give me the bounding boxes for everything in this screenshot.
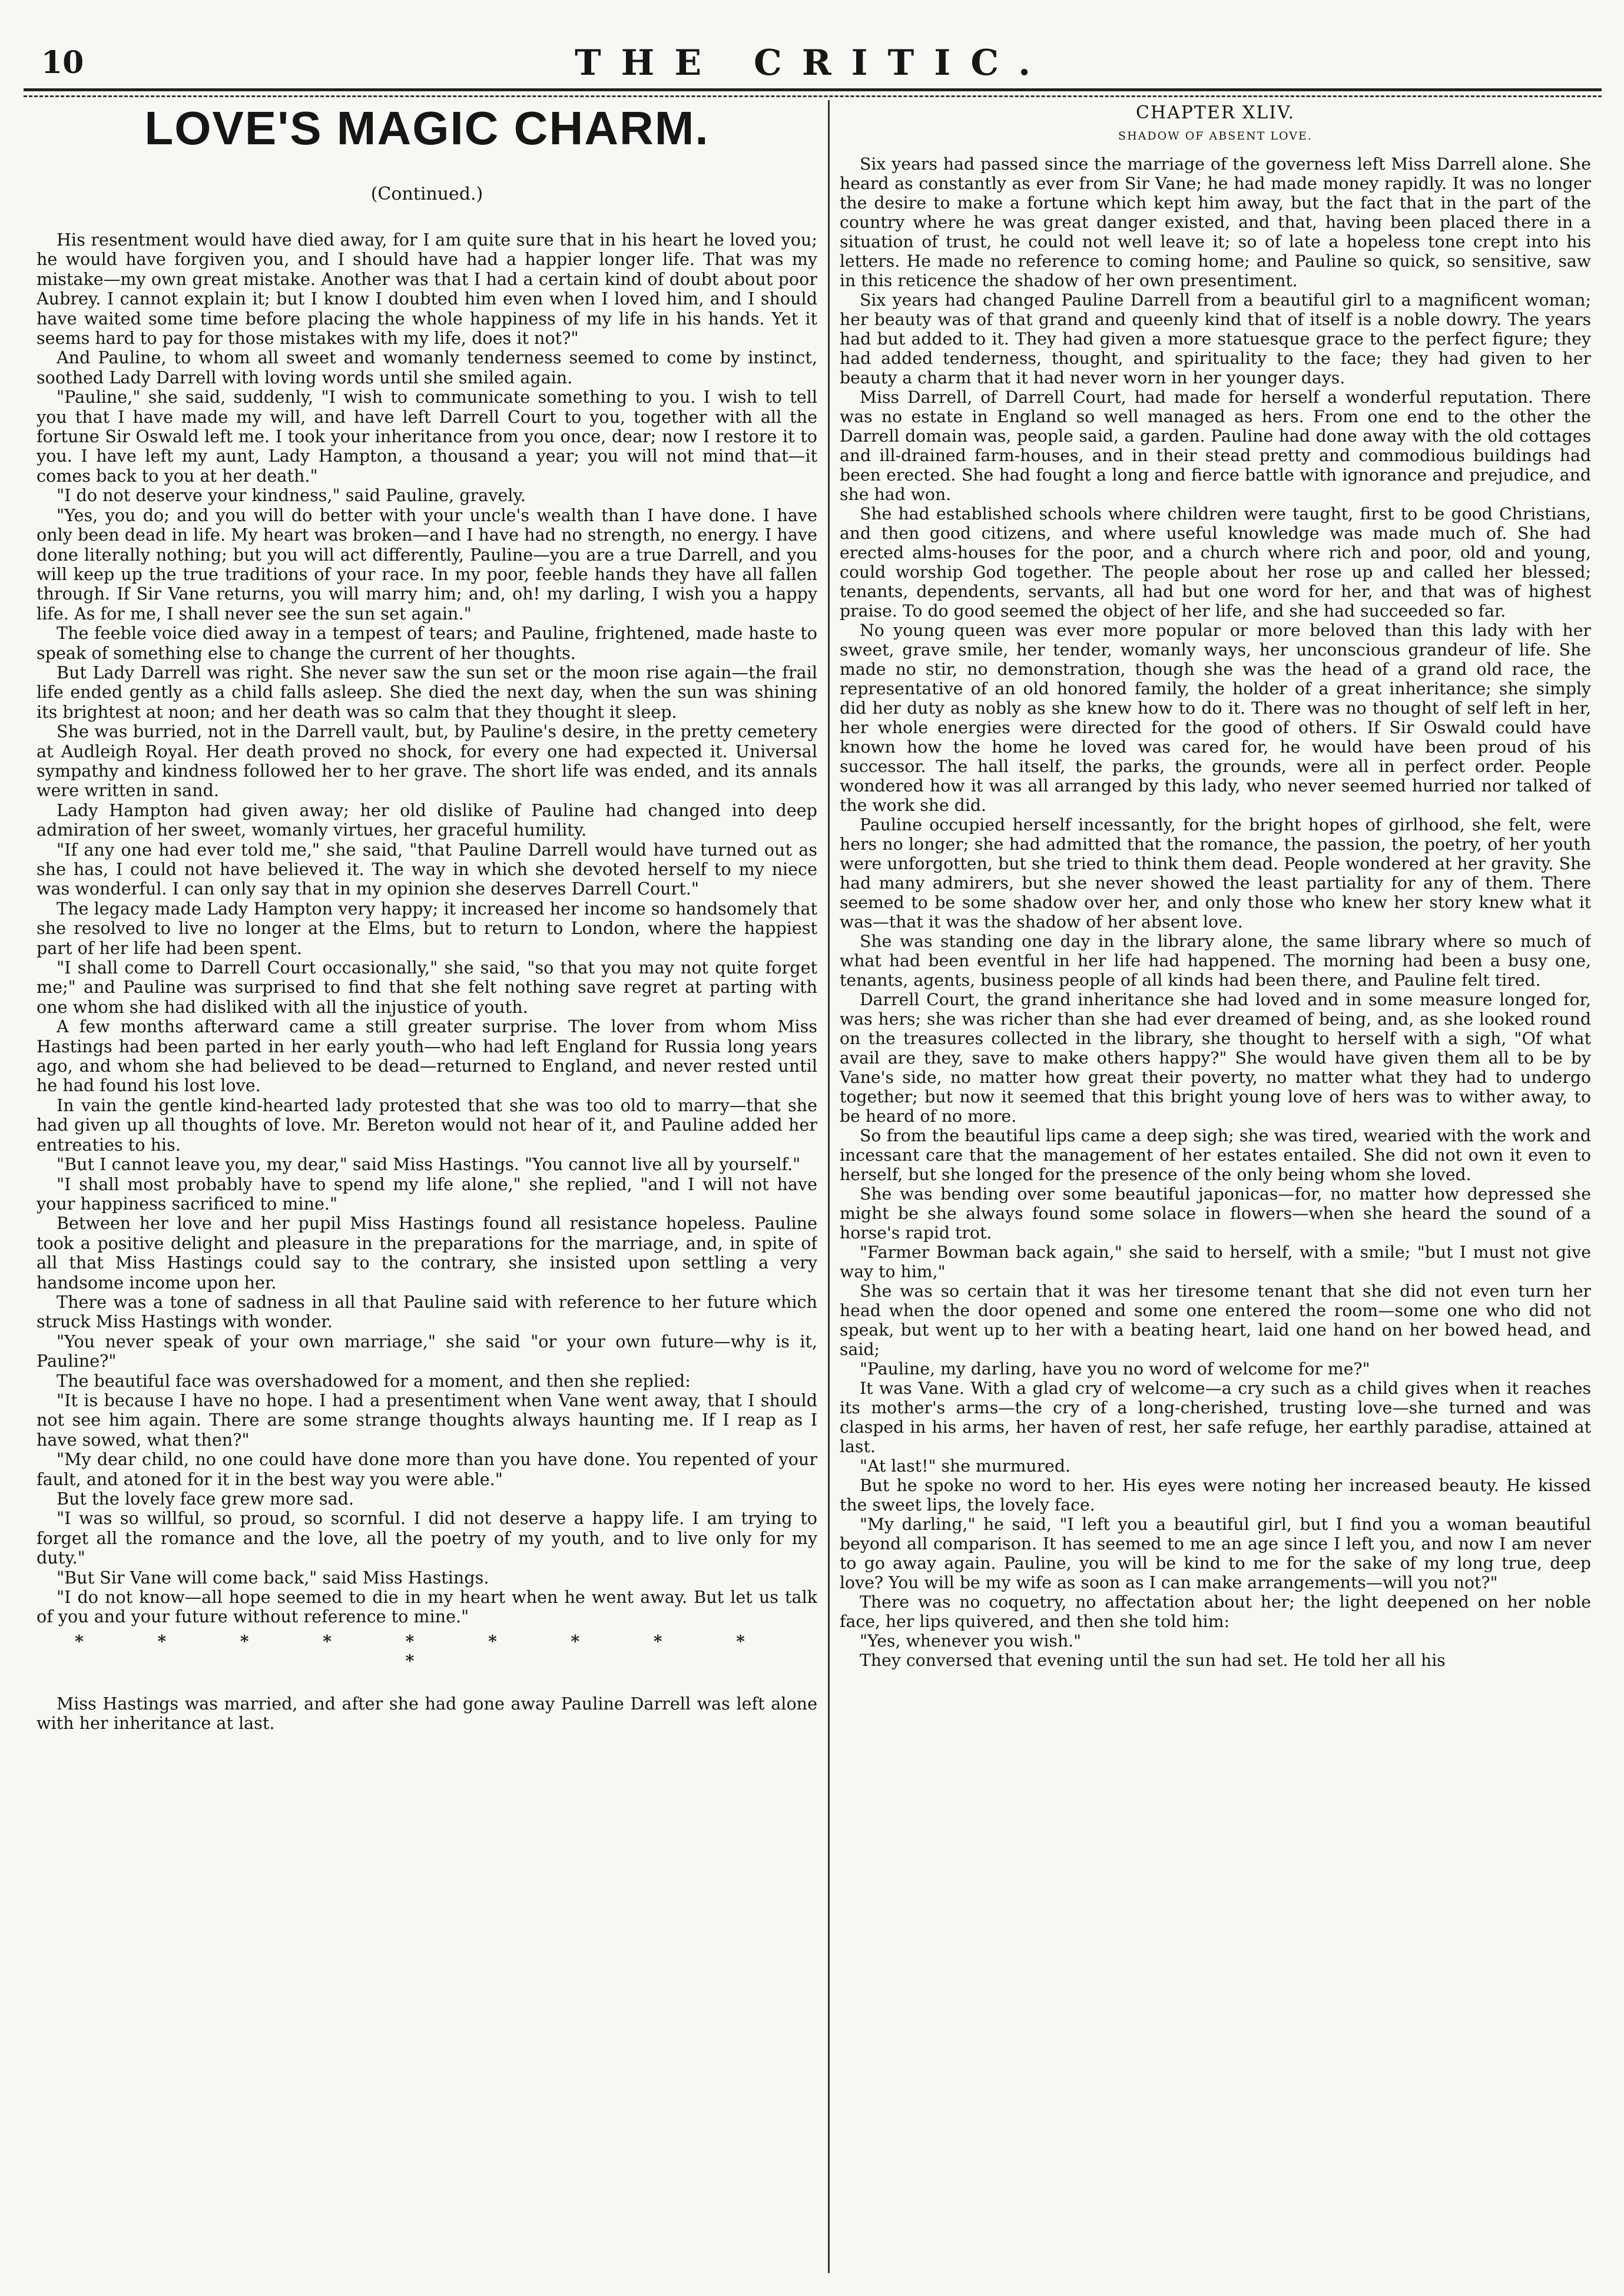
story-subtitle: (Continued.) <box>370 184 483 204</box>
paragraph: "I shall come to Darrell Court occasionally," she said, "so that you may not quite forget me;" and Pauline was surprised to find that she felt nothing save regret at parting with one whom she had disliked with all the injustice of youth. <box>37 958 817 1017</box>
paragraph: "Yes, you do; and you will do better with your uncle's wealth than I have done. I have only been dead in life. My heart was broken—and I have had no strength, no energy. I have done literally nothing; but you will act differently, Pauline—you are a true Darrell, and you will keep up the true traditions of your race. In my poor, feeble hands they have all fallen through. If Sir Vane returns, you will marry him; and, oh! my darling, I wish you a happy life. As for me, I shall never see the sun set again." <box>37 505 817 624</box>
paragraph: Miss Darrell, of Darrell Court, had made for herself a wonderful reputation. There was no estate in England so well managed as hers. From one end to the other the Darrell domain was, people said, a garden. Pauline had done away with the old cottages and ill-drained farm-houses, and in their stead pretty and commodious buildings had been erected. She had fought a long and fierce battle with ignorance and prejudice, and she had won. <box>840 387 1591 504</box>
paragraph: She was standing one day in the library alone, the same library where so much of what had been eventful in her life had happened. The morning had been a busy one, tenants, agents, business people of all kinds had been there, and Pauline felt tired. <box>840 932 1591 990</box>
paragraph: Miss Hastings was married, and after she had gone away Pauline Darrell was left alone with her inheritance at last. <box>37 1693 817 1734</box>
paragraph: The feeble voice died away in a tempest of tears; and Pauline, frightened, made haste to speak of something else to change the current of her thoughts. <box>37 623 817 663</box>
paragraph: "It is because I have no hope. I had a presentiment when Vane went away, that I should not see him again. There are some strange thoughts always haunting me. If I reap as I have sowed, what then?" <box>37 1390 817 1450</box>
paragraph: "You never speak of your own marriage," she said "or your own future—why is it, Pauline?" <box>37 1331 817 1371</box>
paragraph: "But Sir Vane will come back," said Miss Hastings. <box>57 1567 489 1588</box>
paragraph: A few months afterward came a still greater surprise. The lover from whom Miss Hastings had been parted in her early youth—who had left England for Russia long years ago, and whom she had believed to be dead—returned to England, and never rested until he had found his lost love. <box>37 1016 817 1096</box>
paragraph: And Pauline, to whom all sweet and womanly tenderness seemed to come by instinct, soothed Lady Darrell with loving words until she smiled again. <box>37 347 817 387</box>
paragraph: She was bending over some beautiful japonicas—for, no matter how depressed she might be she always found some solace in flowers—when she heard the sound of a horse's rapid trot. <box>840 1184 1591 1243</box>
paragraph: There was a tone of sadness in all that Pauline said with reference to her future which struck Miss Hastings with wonder. <box>37 1291 817 1332</box>
paragraph: "Pauline," she said, suddenly, "I wish to communicate something to you. I wish to tell you that I have made my will, and have left Darrell Court to you, together with all the fortune Sir Oswald left me. I took your inheritance from you once, dear; now I restore it to you. I have left my aunt, Lady Hampton, a thousand a year; you will not mind that—it comes back to you at her death." <box>37 387 817 486</box>
header-dashed-rule <box>24 95 1602 97</box>
paragraph: "At last!" she murmured. <box>860 1456 1071 1476</box>
page-header <box>24 16 1602 96</box>
paragraph: But Lady Darrell was right. She never saw the sun set or the moon rise again—the frail life ended gently as a child falls asleep. She died the next day, when the sun was shining its brightest at noon; and her death was so calm that they thought it sleep. <box>37 662 817 722</box>
page-number: 10 <box>41 45 84 81</box>
paragraph: "I was so willful, so proud, so scornful. I did not deserve a happy life. I am trying to forget all the romance and the love, all the poetry of my youth, and to live only for my duty." <box>37 1508 817 1568</box>
chapter-subtitle: SHADOW OF ABSENT LOVE. <box>1118 130 1313 143</box>
paragraph: So from the beautiful lips came a deep sigh; she was tired, wearied with the work and incessant care that the management of her estates entailed. She did not own it even to herself, but she longed for the presence of the only being whom she loved. <box>840 1126 1591 1184</box>
paragraph: She was so certain that it was her tiresome tenant that she did not even turn her head when the door opened and some one entered the room—some one who did not speak, but went up to her with a beating heart, laid one hand on her bowed head, and said; <box>840 1281 1591 1359</box>
paragraph: Darrell Court, the grand inheritance she had loved and in some measure longed for, was hers; she was richer than she had ever dreamed of being, and, as she looked round on the treasures collected in the library, she thought to herself with a sigh, "Of what avail are they, save to make others happy?" She would have given them all to be by Vane's side, no matter how great their poverty, no matter what they had to undergo together; but now it seemed that this bright young love of hers was to wither away, to be heard of no more. <box>840 990 1591 1126</box>
paragraph: Six years had changed Pauline Darrell from a beautiful girl to a magnificent woman; her beauty was of that grand and queenly kind that of itself is a noble dowry. The years had but added to it. They had given a more statuesque grace to the perfect figure; they had added tenderness, thought, and spirituality to the face; they had given to her beauty a charm that it had never worn in her younger days. <box>840 290 1591 387</box>
header-rule <box>24 88 1602 91</box>
paragraph: "Pauline, my darling, have you no word of welcome for me?" <box>860 1359 1370 1379</box>
story-title: LOVE'S MAGIC CHARM. <box>144 102 710 154</box>
paragraph: The legacy made Lady Hampton very happy; it increased her income so handsomely that she resolved to live no longer at the Elms, but to return to London, where the happiest part of her life had been spent. <box>37 898 817 958</box>
left-column <box>37 100 817 2273</box>
paragraph: It was Vane. With a glad cry of welcome—a cry such as a child gives when it reaches its mother's arms—the cry of a long-cherished, trusting love—she turned and was clasped in his arms, her haven of rest, her safe refuge, her earthly paradise, attained at last. <box>840 1379 1591 1456</box>
paragraph: "My dear child, no one could have done more than you have done. You repented of your fault, and atoned for it in the best way you were able." <box>37 1449 817 1489</box>
paragraph: "I shall most probably have to spend my life alone," she replied, "and I will not have your happiness sacrificed to mine." <box>37 1174 817 1214</box>
paragraph: Lady Hampton had given away; her old dislike of Pauline had changed into deep admiration of her sweet, womanly virtues, her graceful humility. <box>37 800 817 840</box>
paragraph: His resentment would have died away, for I am quite sure that in his heart he loved you; he would have forgiven you, and I should have had a happier longer life. That was my mistake—my own great mistake. Another was that I had a certain kind of doubt about poor Aubrey. I cannot explain it; but I know I doubted him even when I loved him, and I should have waited some time before placing the whole happiness of my life in his hands. Yet it seems hard to pay for those mistakes with my life, does it not?" <box>37 230 817 349</box>
paragraph: Pauline occupied herself incessantly, for the bright hopes of girlhood, she felt, were hers no longer; she had admitted that the romance, the passion, the poetry, of her youth were unforgotten, but she tried to think them dead. People wondered at her gravity. She had many admirers, but she never showed the least partiality for any of them. There seemed to be some shadow over her, and only those who knew her story knew what it was—that it was the shadow of her absent love. <box>840 815 1591 932</box>
paragraph: "If any one had ever told me," she said, "that Pauline Darrell would have turned out as she has, I could not have believed it. The way in which she devoted herself to my niece was wonderful. I can only say that in my opinion she deserves Darrell Court." <box>37 839 817 899</box>
paragraph: "I do not deserve your kindness," said Pauline, gravely. <box>57 485 526 506</box>
left-body-before-break <box>37 230 817 1627</box>
paragraph: "Farmer Bowman back again," she said to herself, with a smile; "but I must not give way to him," <box>840 1243 1591 1281</box>
paragraph: "Yes, whenever you wish." <box>860 1631 1082 1651</box>
right-column <box>840 100 1591 2273</box>
left-body-after-break <box>37 1694 817 1734</box>
column-divider <box>828 100 830 2273</box>
paragraph: No young queen was ever more popular or more beloved than this lady with her sweet, grave smile, her tender, womanly ways, her unconscious grandeur of life. She made no stir, no demonstration, though she was the head of a grand old race, the representative of an old honored family, the holder of a great inheritance; she simply did her duty as nobly as she knew how to do it. There was no thought of self left in her, her whole energies were directed for the good of others. If Sir Oswald could have known how the home he loved was cared for, he would have been proud of his successor. The hall itself, the parks, the grounds, were all in perfect order. People wondered how it was all arranged by this lady, who never seemed hurried nor talked of the work she did. <box>840 621 1591 815</box>
right-body <box>840 154 1591 1670</box>
paragraph: In vain the gentle kind-hearted lady protested that she was too old to marry—that she had given up all thoughts of love. Mr. Bereton would not hear of it, and Pauline added her entreaties to his. <box>37 1095 817 1155</box>
paragraph: "But I cannot leave you, my dear," said Miss Hastings. "You cannot live all by yourself." <box>57 1154 801 1175</box>
paragraph: "My darling," he said, "I left you a beautiful girl, but I find you a woman beautiful beyond all comparison. It has seemed to me an age since I left you, and now I am never to go away again. Pauline, you will be kind to me for the sake of my long true, deep love? You will be my wife as soon as I can make arrangements—will you not?" <box>840 1515 1591 1592</box>
paragraph: She had established schools where children were taught, first to be good Christians, and then good citizens, and where useful knowledge was made much of. She had erected alms-houses for the poor, and a church where rich and poor, old and young, could worship God together. The people about her rose up and called her blessed; tenants, dependents, servants, all had but one word for her, and that was of highest praise. To do good seemed the object of her life, and she had succeeded so far. <box>840 504 1591 621</box>
paragraph: There was no coquetry, no affectation about her; the light deepened on her noble face, her lips quivered, and then she told him: <box>840 1592 1591 1631</box>
section-break: * * * * * * * * * * <box>75 1631 779 1671</box>
paragraph: Between her love and her pupil Miss Hastings found all resistance hopeless. Pauline took a positive delight and pleasure in the preparations for the marriage, and, in spite of all that Miss Hastings could say to the contrary, she insisted upon settling a very handsome income upon her. <box>37 1213 817 1293</box>
paragraph: Six years had passed since the marriage of the governess left Miss Darrell alone. She heard as constantly as ever from Sir Vane; he had made money rapidly. It was no longer the desire to make a fortune which kept him away, but the fact that in the part of the country where he was great danger existed, and that, having been placed there in a situation of trust, he could not well leave it; so of late a hopeless tone crept into his letters. He made no reference to coming home; and Pauline so quick, so sensitive, saw in this reticence the shadow of her own presentiment. <box>840 154 1591 290</box>
chapter-heading: CHAPTER XLIV. <box>1135 102 1295 123</box>
paragraph: She was burried, not in the Darrell vault, but, by Pauline's desire, in the pretty cemetery at Audleigh Royal. Her death proved no shock, for every one had expected it. Universal sympathy and kindness followed her to her grave. The short life was ended, and its annals were written in sand. <box>37 721 817 801</box>
paragraph: But the lovely face grew more sad. <box>57 1489 354 1509</box>
paragraph: "I do not know—all hope seemed to die in my heart when he went away. But let us talk of you and your future without reference to mine." <box>37 1587 817 1627</box>
paragraph: But he spoke no word to her. His eyes were noting her increased beauty. He kissed the sweet lips, the lovely face. <box>840 1476 1591 1515</box>
paragraph: They conversed that evening until the sun had set. He told her all his <box>860 1651 1446 1670</box>
paragraph: The beautiful face was overshadowed for a moment, and then she replied: <box>57 1370 691 1391</box>
masthead: THE CRITIC. <box>575 42 1050 84</box>
